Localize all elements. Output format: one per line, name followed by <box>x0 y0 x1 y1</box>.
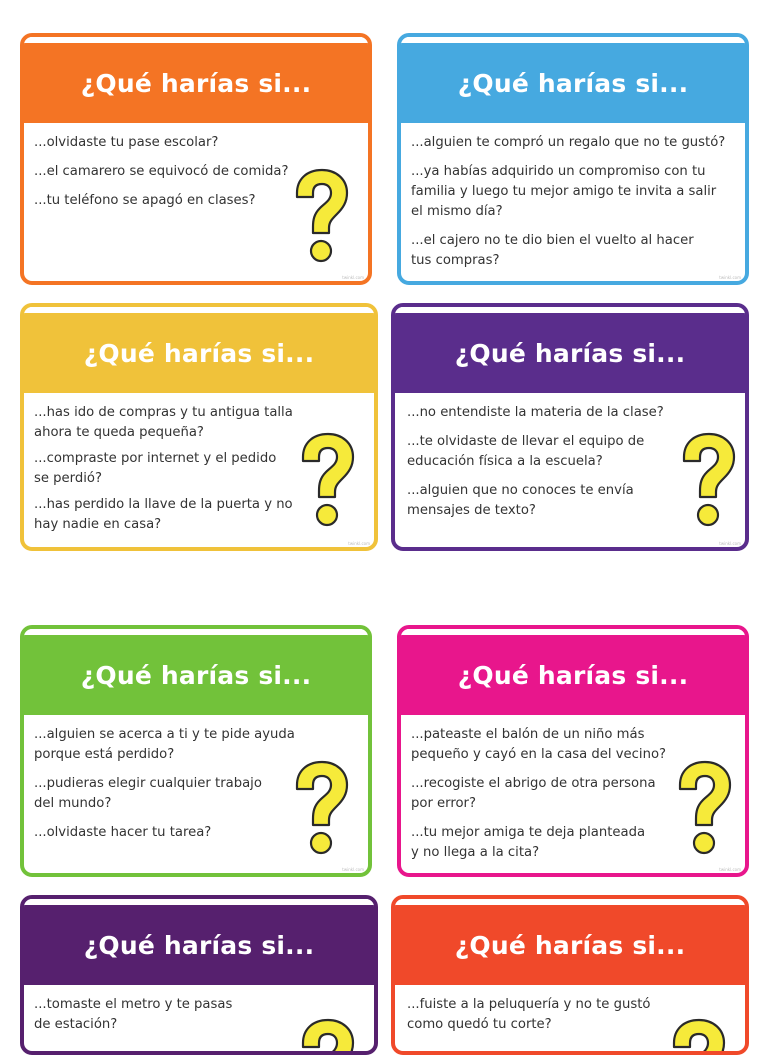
question-line: ...alguien se acerca a ti y te pide ayuda <box>34 727 295 742</box>
question-line: mensajes de texto? <box>407 503 536 518</box>
card-title: ¿Qué harías si... <box>80 660 312 690</box>
card-header <box>24 43 368 123</box>
question-line: ...olvidaste hacer tu tarea? <box>34 825 212 840</box>
question-line: ...tu mejor amiga te deja planteada <box>411 825 646 840</box>
card-title: ¿Qué harías si... <box>83 930 315 960</box>
card-footer: twinkl.com <box>342 275 364 280</box>
question-line: ...pateaste el balón de un niño más <box>411 727 645 742</box>
card-footer: twinkl.com <box>719 541 741 546</box>
question-line: ...no entendiste la materia de la clase? <box>407 405 664 420</box>
card-footer: twinkl.com <box>342 867 364 872</box>
question-line: ...alguien te compró un regalo que no te gustó? <box>411 135 726 150</box>
question-line: ...el camarero se equivocó de comida? <box>34 164 289 179</box>
card-title: ¿Qué harías si... <box>80 68 312 98</box>
question-line: ...tu teléfono se apagó en clases? <box>34 193 256 208</box>
card-orange <box>20 33 372 285</box>
card-yellow <box>20 303 378 551</box>
question-line: el mismo día? <box>411 204 503 219</box>
card-purple <box>391 303 749 551</box>
card-title: ¿Qué harías si... <box>457 68 689 98</box>
card-header <box>24 635 368 715</box>
card-header <box>395 905 745 985</box>
card-title: ¿Qué harías si... <box>454 338 686 368</box>
question-line: ...olvidaste tu pase escolar? <box>34 135 219 150</box>
card-header <box>401 43 745 123</box>
card-red-orange <box>391 895 749 1055</box>
question-line: ...te olvidaste de llevar el equipo de <box>407 434 645 449</box>
question-line: como quedó tu corte? <box>407 1017 552 1032</box>
question-line: ...compraste por internet y el pedido <box>34 451 277 466</box>
card-footer: twinkl.com <box>719 867 741 872</box>
question-line: ...recogiste el abrigo de otra persona <box>411 776 656 791</box>
question-line: tus compras? <box>411 253 500 268</box>
card-body <box>34 403 296 544</box>
question-line: ...tomaste el metro y te pasas <box>34 997 233 1012</box>
question-mark-icon <box>300 431 356 531</box>
question-line: ...alguien que no conoces te envía <box>407 483 634 498</box>
question-mark-icon <box>677 759 733 859</box>
card-header <box>24 313 374 393</box>
card-body <box>34 133 290 220</box>
question-mark-icon <box>681 431 737 531</box>
card-header <box>401 635 745 715</box>
card-title: ¿Qué harías si... <box>454 930 686 960</box>
question-line: y no llega a la cita? <box>411 845 540 860</box>
question-line: se perdió? <box>34 471 102 486</box>
card-footer: twinkl.com <box>348 541 370 546</box>
question-line: de estación? <box>34 1017 118 1032</box>
question-mark-icon <box>294 759 350 859</box>
card-title: ¿Qué harías si... <box>83 338 315 368</box>
question-line: ...has ido de compras y tu antigua talla <box>34 405 293 420</box>
question-line: ...fuiste a la peluquería y no te gustó <box>407 997 651 1012</box>
card-header <box>395 313 745 393</box>
question-line: ...pudieras elegir cualquier trabajo <box>34 776 262 791</box>
question-line: ahora te queda pequeña? <box>34 425 204 440</box>
card-footer: twinkl.com <box>719 275 741 280</box>
card-body <box>34 995 296 1044</box>
question-line: hay nadie en casa? <box>34 517 162 532</box>
question-line: por error? <box>411 796 476 811</box>
card-title: ¿Qué harías si... <box>457 660 689 690</box>
card-blue <box>397 33 749 285</box>
card-pink <box>397 625 749 877</box>
question-line: ...ya habías adquirido un compromiso con tu <box>411 164 706 179</box>
question-mark-icon <box>671 1017 727 1055</box>
question-mark-icon <box>294 167 350 267</box>
question-mark-icon <box>300 1017 356 1055</box>
card-body <box>411 725 667 872</box>
card-body <box>34 725 295 852</box>
card-body <box>407 403 667 530</box>
question-line: pequeño y cayó en la casa del vecino? <box>411 747 667 762</box>
question-line: ...has perdido la llave de la puerta y no <box>34 497 293 512</box>
question-line: educación física a la escuela? <box>407 454 603 469</box>
card-header <box>24 905 374 985</box>
card-body <box>411 133 735 280</box>
card-body <box>407 995 667 1044</box>
question-line: ...el cajero no te dio bien el vuelto al hacer <box>411 233 694 248</box>
question-line: del mundo? <box>34 796 112 811</box>
card-dark-purple <box>20 895 378 1055</box>
card-green <box>20 625 372 877</box>
question-line: familia y luego tu mejor amigo te invita a salir <box>411 184 717 199</box>
question-line: porque está perdido? <box>34 747 175 762</box>
